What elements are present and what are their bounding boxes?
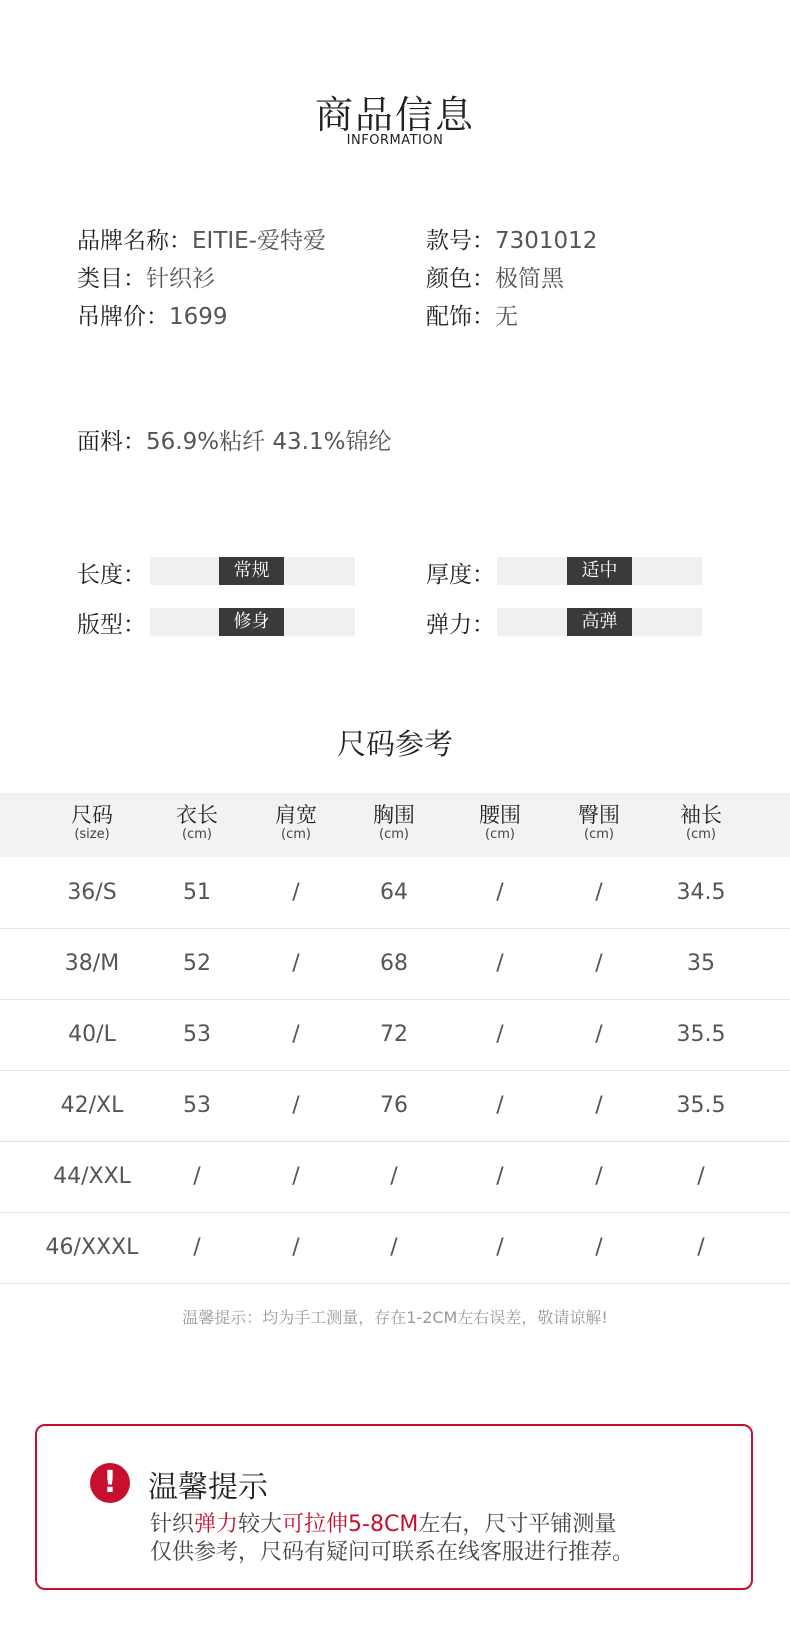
tip-text: 左右，尺寸平铺测量 [418, 1512, 617, 1537]
table-cell: 40/L [68, 1022, 116, 1047]
fit-label: 版型： [77, 612, 146, 638]
table-cell: 34.5 [676, 880, 726, 905]
tip-highlight: 弹力 [194, 1512, 239, 1537]
price-value: 1699 [169, 304, 228, 330]
table-cell: 42/XL [60, 1093, 124, 1118]
table-cell: / [595, 880, 603, 905]
length-bar [150, 557, 355, 585]
header-unit: (cm) [584, 827, 614, 842]
thickness-chip: 适中 [567, 557, 632, 585]
table-cell: / [496, 951, 504, 976]
accessory-value: 无 [495, 304, 518, 330]
table-cell: / [193, 1164, 201, 1189]
tip-highlight: 可拉伸5-8CM [282, 1512, 419, 1537]
color-value: 极简黑 [495, 266, 564, 292]
table-cell: / [390, 1235, 398, 1260]
tip-line-1 [150, 1507, 616, 1538]
header-unit: (cm) [379, 827, 409, 842]
size-chart-title: 尺码参考 [336, 727, 453, 761]
header-chest [339, 793, 449, 843]
fit-chip: 修身 [219, 608, 284, 636]
fabric-label: 面料： [77, 429, 146, 455]
table-cell: 38/M [64, 951, 120, 976]
style-no-label: 款号： [426, 228, 495, 254]
table-cell: / [292, 1164, 300, 1189]
tip-text: 针织 [150, 1512, 195, 1537]
table-row [0, 1142, 790, 1213]
brand-value: EITIE-爱特爱 [192, 228, 326, 254]
table-cell: / [292, 1022, 300, 1047]
category-value: 针织衫 [146, 266, 215, 292]
table-row [0, 1071, 790, 1142]
length-chip: 常规 [219, 557, 284, 585]
table-cell: / [292, 1235, 300, 1260]
exclamation-icon: ! [90, 1463, 130, 1503]
table-cell: / [595, 1235, 603, 1260]
elasticity-label: 弹力： [426, 612, 495, 638]
table-cell: 53 [183, 1093, 211, 1118]
fabric-value: 56.9%粘纤 43.1%锦纶 [146, 429, 392, 455]
table-cell: 51 [183, 880, 211, 905]
table-cell: / [496, 1164, 504, 1189]
brand-label: 品牌名称： [77, 228, 192, 254]
table-cell: / [595, 1093, 603, 1118]
header-sleeve [646, 793, 756, 843]
header-name: 腰围 [479, 803, 521, 827]
fit-bar [150, 608, 355, 636]
thickness-label: 厚度： [426, 562, 495, 588]
table-cell: / [496, 1093, 504, 1118]
table-cell: 68 [380, 951, 408, 976]
page-subtitle: INFORMATION [346, 133, 444, 148]
elasticity-chip: 高弹 [567, 608, 632, 636]
color-info [426, 260, 564, 293]
header-unit: (cm) [686, 827, 716, 842]
header-name: 衣长 [176, 803, 218, 827]
header-name: 胸围 [373, 803, 415, 827]
table-row [0, 1213, 790, 1284]
accessory-info [426, 298, 518, 331]
tip-title: 温馨提示 [148, 1470, 268, 1505]
table-cell: / [193, 1235, 201, 1260]
tip-text: 较大 [238, 1512, 283, 1537]
table-cell: 76 [380, 1093, 408, 1118]
header-name: 肩宽 [275, 803, 317, 827]
header-unit: (cm) [281, 827, 311, 842]
table-cell: / [496, 880, 504, 905]
measurement-note: 温馨提示：均为手工测量，存在1-2CM左右误差，敬请谅解! [182, 1308, 608, 1327]
table-cell: / [697, 1235, 705, 1260]
table-cell: / [595, 1164, 603, 1189]
table-cell: / [595, 951, 603, 976]
elasticity-bar [497, 608, 702, 636]
table-row [0, 858, 790, 929]
header-unit: (cm) [182, 827, 212, 842]
header-hip [544, 793, 654, 843]
page-title: 商品信息 [314, 93, 475, 137]
table-cell: / [496, 1022, 504, 1047]
size-table-header [0, 793, 790, 857]
accessory-label: 配饰： [426, 304, 495, 330]
table-cell: / [496, 1235, 504, 1260]
price-label: 吊牌价： [77, 304, 169, 330]
style-no-info [426, 222, 597, 255]
table-cell: 35 [687, 951, 715, 976]
brand-info [77, 222, 326, 255]
table-cell: / [595, 1022, 603, 1047]
table-row [0, 929, 790, 1000]
category-label: 类目： [77, 266, 146, 292]
header-unit: (cm) [485, 827, 515, 842]
table-cell: / [697, 1164, 705, 1189]
table-cell: / [292, 951, 300, 976]
header-name: 臀围 [578, 803, 620, 827]
table-cell: 46/XXXL [45, 1235, 139, 1260]
header-name: 尺码 [71, 803, 113, 827]
table-cell: 64 [380, 880, 408, 905]
table-cell: 44/XXL [53, 1164, 131, 1189]
table-row [0, 1000, 790, 1071]
table-cell: 72 [380, 1022, 408, 1047]
table-cell: / [390, 1164, 398, 1189]
fabric-info [77, 423, 391, 456]
header-waist [445, 793, 555, 843]
header-name: 袖长 [680, 803, 722, 827]
thickness-bar [497, 557, 702, 585]
table-cell: 52 [183, 951, 211, 976]
header-shoulder [241, 793, 351, 843]
table-cell: 53 [183, 1022, 211, 1047]
table-cell: / [292, 880, 300, 905]
table-cell: 35.5 [676, 1022, 726, 1047]
header-size [37, 793, 147, 843]
header-unit: (size) [74, 827, 110, 842]
tip-line-2: 仅供参考，尺码有疑问可联系在线客服进行推荐。 [150, 1540, 635, 1565]
table-cell: 36/S [67, 880, 117, 905]
header-length [142, 793, 252, 843]
style-no-value: 7301012 [495, 228, 598, 254]
length-label: 长度： [77, 562, 146, 588]
color-label: 颜色： [426, 266, 495, 292]
table-cell: / [292, 1093, 300, 1118]
category-info [77, 260, 215, 293]
price-info [77, 298, 228, 331]
table-cell: 35.5 [676, 1093, 726, 1118]
